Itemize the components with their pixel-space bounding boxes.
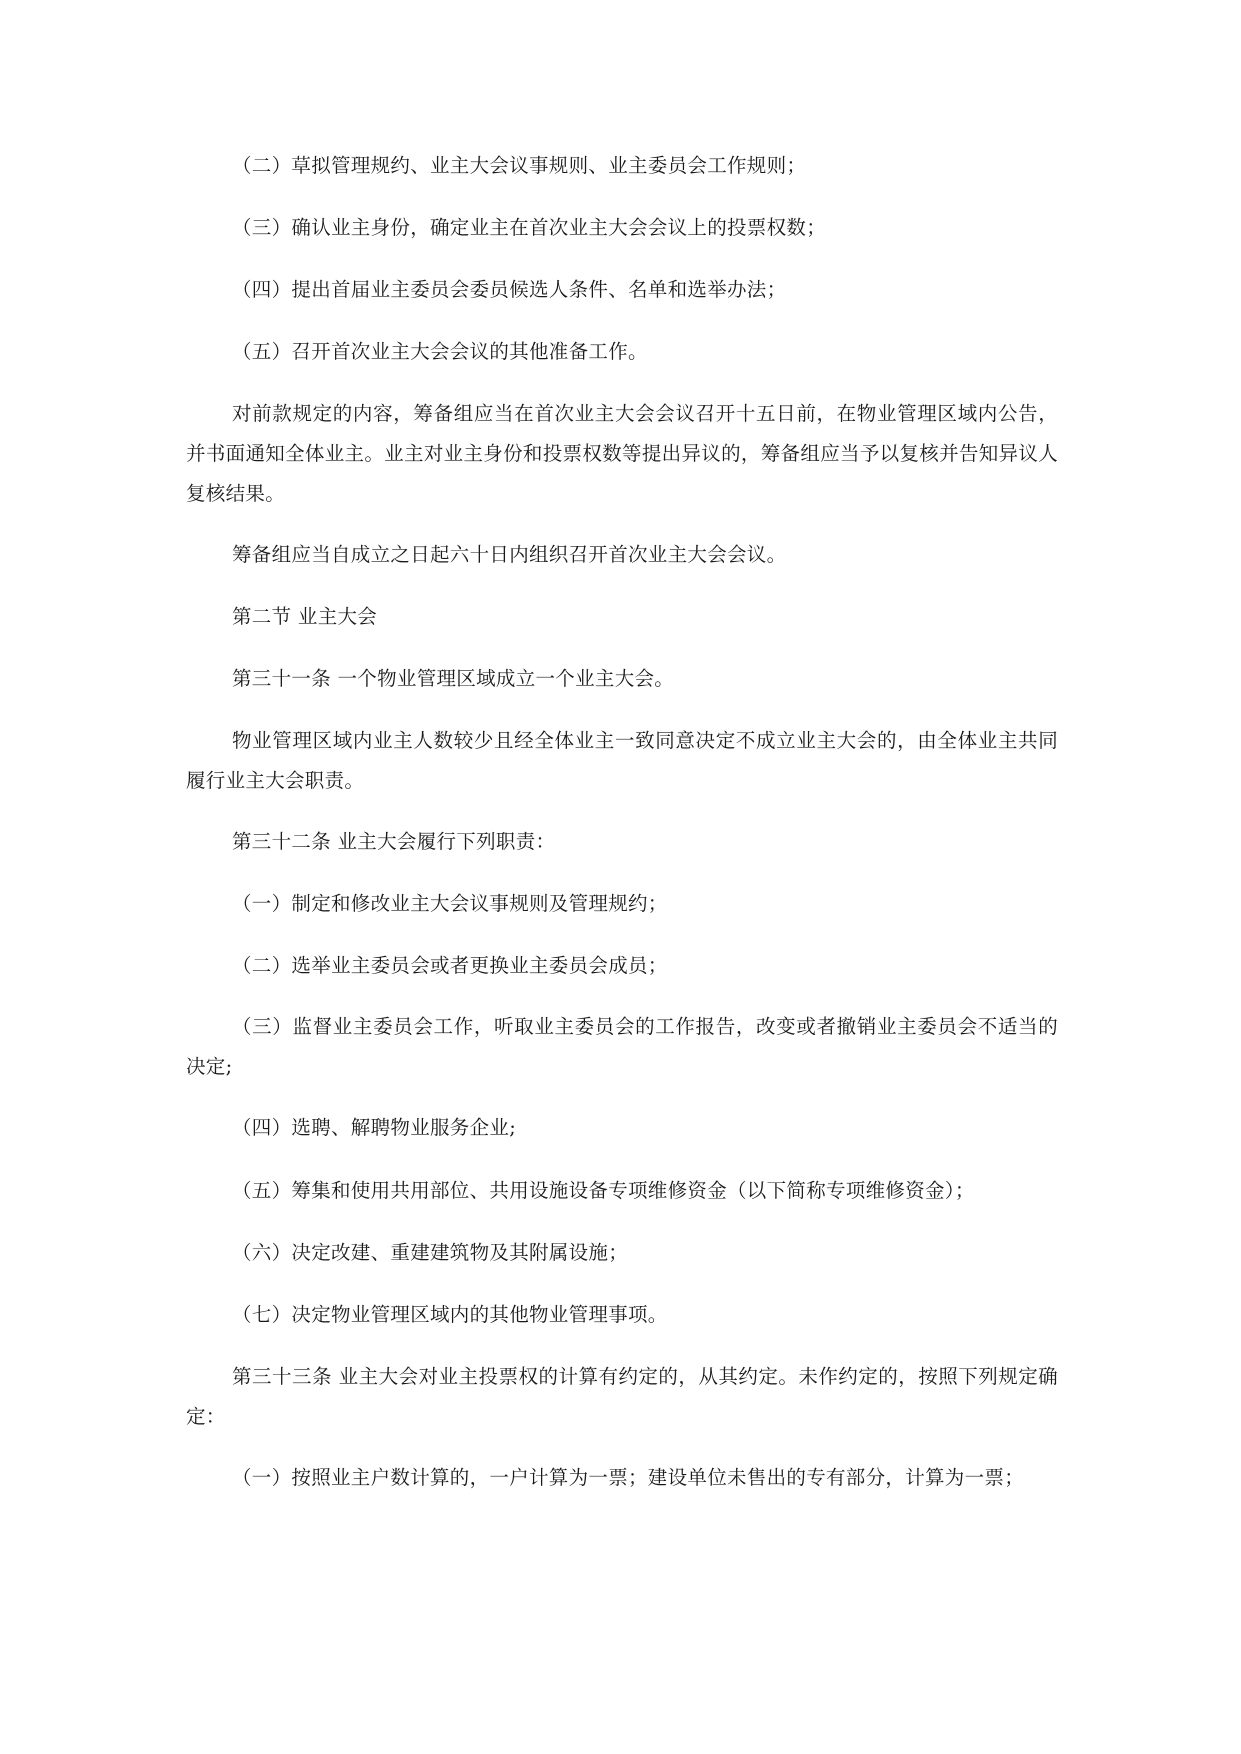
section-heading: 第二节 业主大会: [232, 605, 378, 628]
duty-item-4: （四）选聘、解聘物业服务企业;: [232, 1116, 517, 1139]
paragraph-announcement: 对前款规定的内容，筹备组应当在首次业主大会会议召开十五日前，在物业管理区域内公告，并书面通知全体业主。业主对业主身份和投票权数等提出异议的，筹备组应当予以复核并告知异议人复核结果。: [186, 402, 1058, 505]
duty-item-1: （一）制定和修改业主大会议事规则及管理规约；: [232, 892, 668, 915]
duty-item-6: （六）决定改建、重建建筑物及其附属设施；: [232, 1241, 629, 1264]
duty-item-2: （二）选举业主委员会或者更换业主委员会成员；: [232, 954, 668, 977]
clause-candidate-conditions: （四）提出首届业主委员会委员候选人条件、名单和选举办法；: [232, 278, 787, 301]
clause-draft-rules: （二）草拟管理规约、业主大会议事规则、业主委员会工作规则；: [232, 154, 807, 177]
article-33: 第三十三条 业主大会对业主投票权的计算有约定的，从其约定。未作约定的，按照下列规定确定：: [186, 1365, 1058, 1428]
paragraph-first-meeting: 筹备组应当自成立之日起六十日内组织召开首次业主大会会议。: [232, 543, 787, 566]
duty-item-3: （三）监督业主委员会工作，听取业主委员会的工作报告，改变或者撤销业主委员会不适当的决定;: [186, 1015, 1058, 1078]
voting-rule-1: （一）按照业主户数计算的，一户计算为一票；建设单位未售出的专有部分，计算为一票；: [232, 1466, 1025, 1489]
article-31: 第三十一条 一个物业管理区域成立一个业主大会。: [232, 667, 675, 690]
duty-item-5: （五）筹集和使用共用部位、共用设施设备专项维修资金（以下简称专项维修资金）；: [232, 1179, 975, 1202]
article-32: 第三十二条 业主大会履行下列职责：: [232, 830, 556, 853]
duty-item-7: （七）决定物业管理区域内的其他物业管理事项。: [232, 1303, 668, 1326]
clause-other-preparation: （五）召开首次业主大会会议的其他准备工作。: [232, 340, 648, 363]
paragraph-small-community: 物业管理区域内业主人数较少且经全体业主一致同意决定不成立业主大会的，由全体业主共同履行业主大会职责。: [186, 729, 1058, 792]
clause-confirm-identity: （三）确认业主身份，确定业主在首次业主大会会议上的投票权数；: [232, 216, 827, 239]
